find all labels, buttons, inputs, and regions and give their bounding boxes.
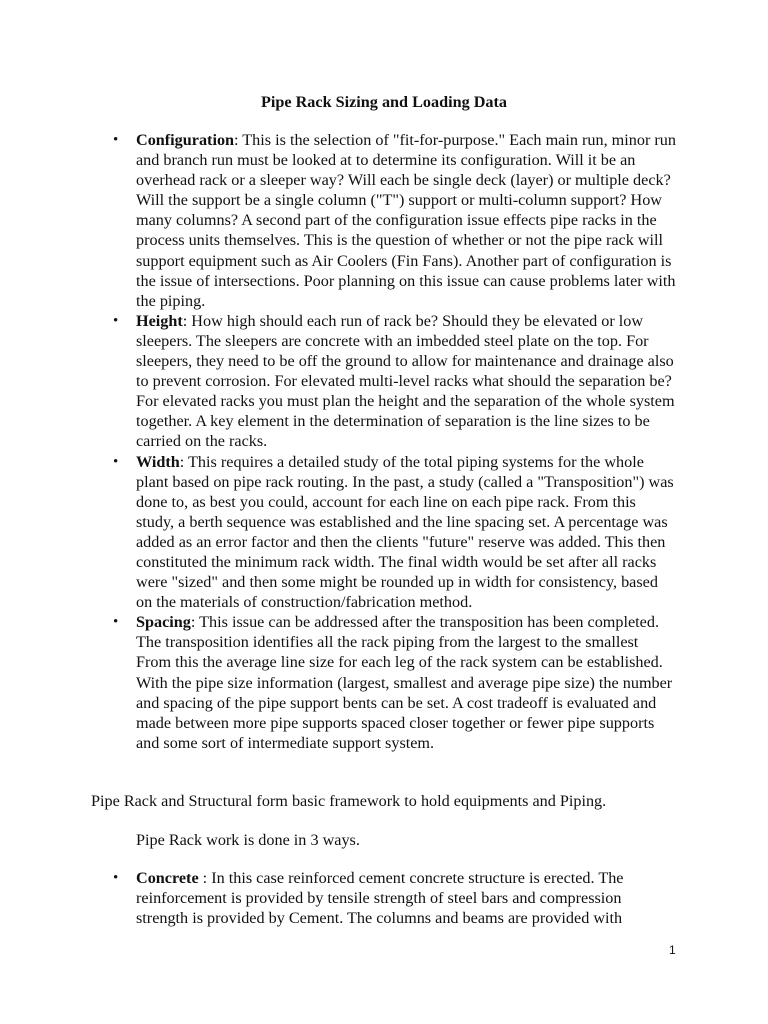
text-configuration: : This is the selection of "fit-for-purpose." Each main run, minor run and branch run must be looked at to determine its configuration. Will it be an overhead rack or a sleeper way? Will each be single deck (layer) or multiple deck? Will the support be a single column ("T") support or multi-column support? How many columns? A second part of the configuration issue effects pipe racks in the process units themselves. This is the question of whether or not the pipe rack will support equipment such as Air Coolers (Fin Fans). Another part of configuration is the issue of intersections. Poor planning on this issue can cause problems later with the piping. (136, 131, 676, 310)
list-item-configuration (136, 130, 676, 311)
paragraph-ways: Pipe Rack work is done in 3 ways. (136, 831, 360, 849)
paragraph-framework: Pipe Rack and Structural form basic framework to hold equipments and Piping. (91, 792, 607, 810)
page-number: 1 (669, 943, 676, 957)
page-title: Pipe Rack Sizing and Loading Data (260, 93, 507, 111)
term-configuration: Configuration (136, 131, 235, 149)
text-width: : This requires a detailed study of the total piping systems for the whole plant based on pipe rack routing. In the past, a study (called a "Transposition") was done to, as best you could, account for each line on each pipe rack. From this study, a berth sequence was established and the line spacing set. A percentage was added as an error factor and then the clients "future" reserve was added. This then constituted the minimum rack width. The final width would be set after all racks were "sized" and then some might be rounded up in width for consistency, based on the materials of construction/fabrication method. (136, 452, 674, 612)
list-item-concrete (136, 868, 676, 928)
requirements-list (136, 130, 676, 753)
list-item-height (136, 311, 676, 452)
term-height: Height (136, 311, 183, 330)
term-concrete: Concrete (136, 869, 199, 887)
text-spacing: : This issue can be addressed after the transposition has been completed. The transposition identifies all the rack piping from the largest to the smallest From this the average line size for each leg of the rack system can be established. With the pipe size information (largest, smallest and average pipe size) the number and spacing of the pipe support bents can be set. A cost tradeoff is evaluated and made between more pipe supports spaced closer together or fewer pipe supports and some sort of intermediate support system. (136, 613, 673, 752)
list-item-width (136, 452, 676, 613)
text-height: : How high should each run of rack be? Should they be elevated or low sleepers. The sleepers are concrete with an imbedded steel plate on the top. For sleepers, they need to be off the ground to allow for maintenance and drainage also to prevent corrosion. For elevated multi-level racks what should the separation be? For elevated racks you must plan the height and the separation of the whole system together. A key element in the determination of separation is the line sizes to be carried on the racks. (136, 311, 675, 451)
methods-list (136, 868, 676, 928)
list-item-spacing (136, 612, 676, 753)
term-width: Width (136, 452, 180, 471)
text-concrete: : In this case reinforced cement concrete structure is erected. The reinforcement is provided by tensile strength of steel bars and compression strength is provided by Cement. The columns and beams are provided with (136, 869, 624, 928)
term-spacing: Spacing (136, 613, 191, 632)
